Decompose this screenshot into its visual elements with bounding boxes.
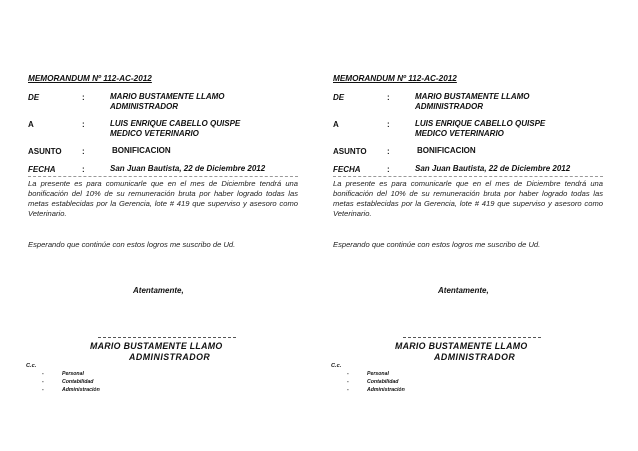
bullet-dash: - [347,371,349,377]
field-de-label: DE [333,93,345,102]
bullet-dash: - [42,379,44,385]
separator-line [28,176,298,177]
field-a-value-role: MEDICO VETERINARIO [110,129,199,138]
memorandum-right [333,0,623,451]
bullet-dash: - [42,387,44,393]
field-asunto-colon: : [387,147,390,156]
signature-role: ADMINISTRADOR [434,352,516,362]
bullet-dash: - [347,379,349,385]
separator-line [333,176,603,177]
field-asunto-label: ASUNTO [333,147,367,156]
field-fecha-value: San Juan Bautista, 22 de Diciembre 2012 [415,164,571,173]
cc-item [347,371,389,377]
cc-item [42,371,84,377]
cc-item [347,379,398,385]
cc-item [347,387,405,393]
field-de-colon: : [82,93,85,102]
signature-role: ADMINISTRADOR [129,352,211,362]
field-a-colon: : [387,120,390,129]
field-asunto-label: ASUNTO [28,147,62,156]
field-de-colon: : [387,93,390,102]
cc-label: C.c. [331,363,342,369]
memo-salutation: Atentamente, [438,286,489,295]
cc-label: C.c. [26,363,37,369]
field-fecha-colon: : [82,165,85,174]
field-de-value-role: ADMINISTRADOR [110,102,178,111]
cc-item-label: Administración [62,387,100,393]
field-de-value-role: ADMINISTRADOR [415,102,483,111]
signature-name: MARIO BUSTAMENTE LLAMO [90,341,223,351]
signature-line [403,337,541,338]
cc-item [42,387,100,393]
field-a-colon: : [82,120,85,129]
field-fecha-label: FECHA [28,165,56,174]
field-fecha-label: FECHA [333,165,361,174]
signature-line [98,337,236,338]
memo-closing: Esperando que continúe con estos logros me suscribo de Ud. [28,240,236,249]
cc-item-label: Contabilidad [62,379,94,385]
field-de-value-name: MARIO BUSTAMENTE LLAMO [415,92,530,101]
memo-title: MEMORANDUM Nº 112-AC-2012 [28,74,152,83]
field-asunto-colon: : [82,147,85,156]
cc-item-label: Administración [367,387,405,393]
memo-closing: Esperando que continúe con estos logros me suscribo de Ud. [333,240,541,249]
field-asunto-value: BONIFICACION [417,146,476,155]
cc-item [42,379,93,385]
field-a-value-role: MEDICO VETERINARIO [415,129,504,138]
cc-item-label: Contabilidad [367,379,399,385]
field-de-value-name: MARIO BUSTAMENTE LLAMO [110,92,225,101]
field-fecha-value: San Juan Bautista, 22 de Diciembre 2012 [110,164,266,173]
field-asunto-value: BONIFICACION [112,146,171,155]
field-fecha-colon: : [387,165,390,174]
field-a-value-name: LUIS ENRIQUE CABELLO QUISPE [415,119,546,128]
cc-item-label: Personal [367,371,389,377]
field-a-label: A [28,120,34,129]
memo-body: La presente es para comunicarle que en el mes de Diciembre tendrá una bonificación del 10% de su remuneración bruta por haber logrado todas las metas establecidas por la Gerencia, lote # 419 que superviso y asesoro como Veterinario. [28,179,298,218]
memo-salutation: Atentamente, [133,286,184,295]
field-a-value-name: LUIS ENRIQUE CABELLO QUISPE [110,119,241,128]
field-a-label: A [333,120,339,129]
memo-body: La presente es para comunicarle que en el mes de Diciembre tendrá una bonificación del 10% de su remuneración bruta por haber logrado todas las metas establecidas por la Gerencia, lote # 419 que superviso y asesoro como Veterinario. [333,179,603,218]
bullet-dash: - [347,387,349,393]
bullet-dash: - [42,371,44,377]
field-de-label: DE [28,93,40,102]
cc-item-label: Personal [62,371,84,377]
signature-name: MARIO BUSTAMENTE LLAMO [395,341,528,351]
memo-title: MEMORANDUM Nº 112-AC-2012 [333,74,457,83]
memorandum-left [28,0,318,451]
